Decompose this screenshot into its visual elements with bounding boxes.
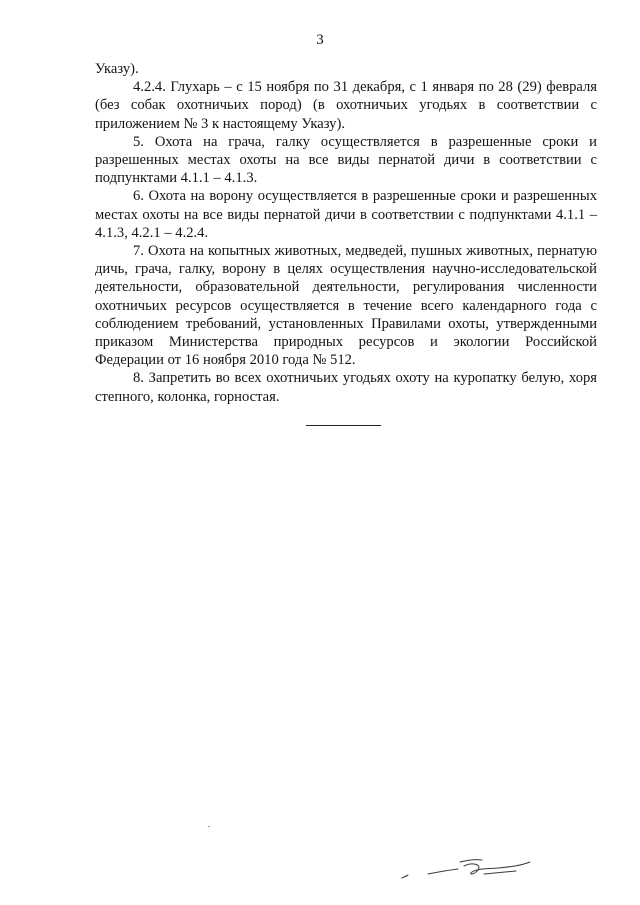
paragraph-7: 7. Охота на копытных животных, медведей, пушных животных, пернатую дичь, грача, галку, ворону в целях осуществления научно-исследовательской деятельности, образовательной деятельности, регулирования численности охотничьих ресурсов осуществляется в течение всего календарного года с соблюдением требований, установленных Правилами охоты, утвержденными приказом Министерства природных ресурсов и экологии Российской Федерации от 16 ноября 2010 года № 512.	[95, 243, 597, 369]
paragraph-6: 6. Охота на ворону осуществляется в разрешенные сроки и разрешенных местах охоты на все виды пернатой дичи в соответствии с подпунктами 4.1.1 – 4.1.3, 4.2.1 – 4.2.4.	[95, 188, 597, 241]
scan-speck	[208, 826, 210, 827]
paragraph-continuation: Указу).	[95, 61, 139, 77]
paragraph-8: 8. Запретить во всех охотничьих угодьях охоту на куропатку белую, хоря степного, колонка, горностая.	[95, 370, 597, 405]
page-number: 3	[316, 32, 324, 48]
paragraph-4-2-4: 4.2.4. Глухарь – с 15 ноября по 31 декабря, с 1 января по 28 (29) февраля (без собак охотничьих пород) (в охотничьих угодьях в соответствии с приложением № 3 к настоящему Указу).	[95, 79, 597, 132]
paragraph-5: 5. Охота на грача, галку осуществляется в разрешенные сроки и разрешенных местах охоты на все виды пернатой дичи в соответствии с подпунктами 4.1.1 – 4.1.3.	[95, 133, 597, 187]
document-body	[95, 60, 597, 406]
signature-icon	[398, 848, 548, 888]
end-separator-line	[306, 425, 381, 426]
